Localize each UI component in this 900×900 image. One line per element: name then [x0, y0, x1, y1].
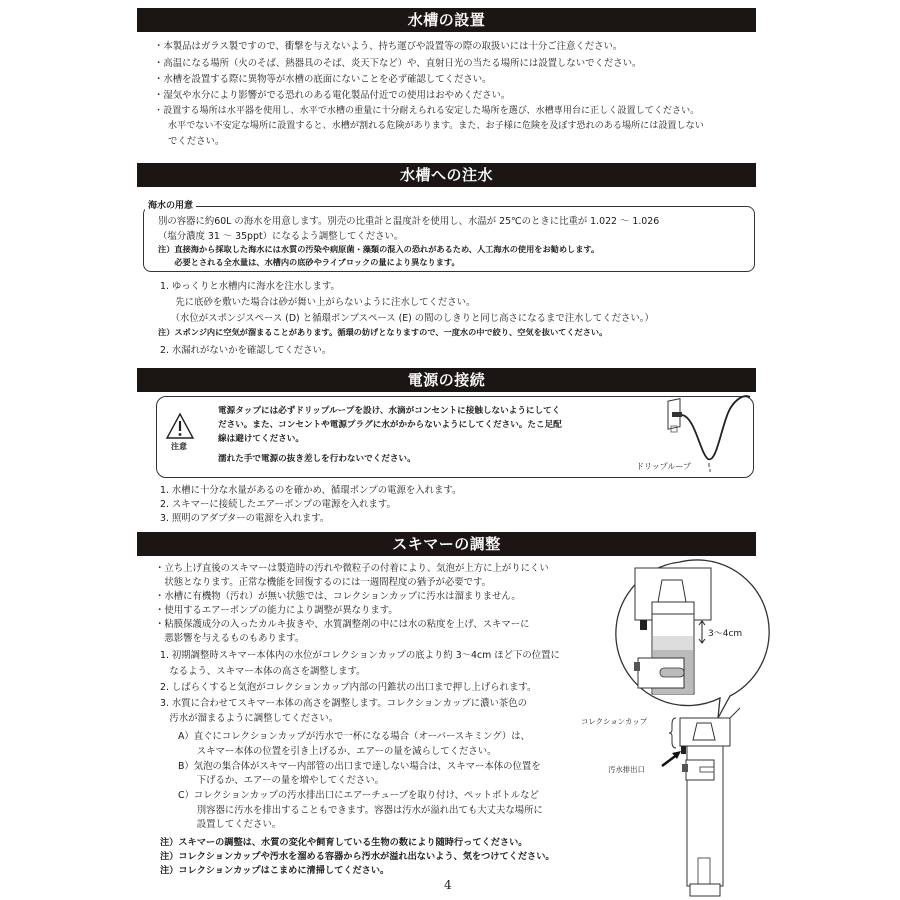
skimmer-bullet-3: ・使用するエアーポンプの能力により調整が異なります。	[155, 605, 398, 616]
filling-step-2: 2. 水漏れがないかを確認してください。	[160, 345, 332, 356]
caution-wet-hands: 濡れた手で電源の抜き差しを行わないでください。	[218, 454, 416, 464]
power-step-3: 3. 照明のアダプターの電源を入れます。	[160, 513, 330, 524]
installation-bullet-5-cont: 水平でない不安定な場所に設置すると、水槽が割れる危険があります。また、お子様に危険を及ぼす恐れのある場所には設置しない	[168, 121, 704, 131]
seawater-note-1: 注）直接海から採取した海水には水質の汚染や病原菌・藻類の混入の恐れがあるため、人工海水の使用をお勧めします。	[158, 244, 600, 254]
seawater-prep-legend: 海水の用意	[145, 200, 196, 212]
skimmer-note-3: 注）コレクションカップはこまめに清掃してください。	[160, 865, 390, 876]
installation-bullet-1: ・本製品はガラス製ですので、衝撃を与えないよう、持ち運びや設置等の際の取扱いには十分ご注意ください。	[154, 41, 623, 52]
skimmer-step-1-cont: なるよう、スキマー本体の高さを調整します。	[160, 666, 366, 677]
skimmer-step-2: 2. しばらくすると気泡がコレクションカップ内部の円錐状の出口まで押し上げられます。	[160, 682, 537, 693]
skimmer-substep-c: C）コレクションカップの汚水排出口にエアーチューブを取り付け、ペットボトルなど	[178, 790, 539, 801]
power-step-2: 2. スキマーに接続したエアーポンプの電源を入れます。	[160, 499, 396, 510]
seawater-line-2: （塩分濃度 31 ～ 35ppt）になるよう調整してください。	[158, 231, 404, 242]
filling-step-1-note: （水位がスポンジスペース (D) と循環ポンプスペース (E) の間のしきりと同じ高さになるまで注水してください。）	[166, 313, 654, 324]
skimmer-bullet-1: ・立ち上げ直後のスキマーは製造時の汚れや微粒子の付着により、気泡が上方に上がりにくい	[155, 563, 549, 574]
skimmer-step-3-cont: 汚水が溜まるように調整してください。	[160, 713, 339, 724]
caution-icon-label: 注意	[171, 442, 187, 451]
installation-bullet-2: ・高温になる場所（火のそば、熱器具のそば、炎天下など）や、直射日光の当たる場所には設置しないでください。	[154, 58, 642, 69]
skimmer-step-1: 1. 初期調整時スキマー本体内の水位がコレクションカップの底より約 3～4cm ほど下の位置に	[160, 650, 560, 661]
skimmer-substep-a: A）直ぐにコレクションカップが汚水で一杯になる場合（オーバースキミング）は、	[178, 731, 530, 742]
skimmer-substep-b-cont: 下げるか、エアーの量を増やしてください。	[178, 775, 384, 786]
section-header-skimmer: スキマーの調整	[137, 532, 756, 556]
page-number: 4	[444, 878, 452, 892]
skimmer-substep-a-cont: スキマー本体の位置を引き上げるか、エアーの量を減らしてください。	[178, 746, 497, 757]
filling-step-1-detail: 先に底砂を敷いた場合は砂が舞い上がらないように注水してください。	[166, 297, 476, 308]
installation-bullet-5-end: でください。	[168, 136, 225, 147]
section-header-filling: 水槽への注水	[137, 163, 756, 187]
waste-outlet-label: 汚水排出口	[608, 765, 645, 774]
caution-line-3: 線は避けてください。	[218, 434, 304, 444]
skimmer-note-1: 注）スキマーの調整は、水質の変化や飼育している生物の数により随時行ってください。	[160, 837, 528, 848]
filling-step-1: 1. ゆっくりと水槽内に海水を注水します。	[160, 281, 340, 292]
seawater-note-2: 必要とされる全水量は、水槽内の底砂やライブロックの量により異なります。	[158, 257, 460, 267]
installation-bullet-4: ・湿気や水分により影響がでる恐れのある電化製品付近での使用はおやめください。	[154, 90, 511, 101]
seawater-line-1: 別の容器に約60L の海水を用意します。別売の比重計と温度計を使用し、水温が 25℃のときに比重が 1.022 ～ 1.026	[158, 216, 660, 227]
collection-cup-label: コレクションカップ	[581, 717, 648, 726]
skimmer-substep-b: B）気泡の集合体がスキマー内部管の出口まで達しない場合は、スキマー本体の位置を	[178, 761, 541, 772]
skimmer-note-2: 注）コレクションカップや汚水を溜める容器から汚水が溢れ出ないよう、気をつけてください。	[160, 851, 555, 862]
skimmer-step-3: 3. 水質に合わせてスキマー本体の高さを調整します。コレクションカップに濃い茶色の	[160, 698, 527, 709]
section-header-installation: 水槽の設置	[137, 8, 756, 32]
filling-sponge-note: 注）スポンジ内に空気が溜まることがあります。循環の妨げとなりますので、一度水の中で絞り、空気を抜いてください。	[158, 327, 608, 337]
warning-triangle-icon	[165, 412, 195, 440]
caution-line-1: 電源タップには必ずドリップループを設け、水滴がコンセントに接触しないようにしてく	[218, 406, 561, 416]
skimmer-bullet-4-cont: 悪影響を与えるものもあります。	[155, 633, 305, 644]
installation-bullet-5: ・設置する場所は水平器を使用し、水平で水槽の重量に十分耐えられる安定した場所を選び、水槽専用台に正しく設置してください。	[154, 106, 700, 116]
skimmer-substep-c-end: 設置してください。	[178, 819, 282, 830]
skimmer-measure-label: 3～4cm	[708, 629, 743, 639]
skimmer-substep-c-cont: 別容器に汚水を排出することもできます。容器は汚水が溢れ出ても大丈夫な場所に	[178, 805, 543, 816]
skimmer-bullet-4: ・粘膜保護成分の入ったカルキ抜きや、水質調整剤の中には水の粘度を上げ、スキマーに	[155, 619, 530, 630]
drip-loop-label: ドリップループ	[636, 462, 691, 471]
skimmer-bullet-2: ・水槽に有機物（汚れ）が無い状態では、コレクションカップに汚水は溜まりません。	[155, 591, 521, 602]
caution-line-2: ださい。また、コンセントや電源プラグに水がかからないようにしてください。たこ足配	[218, 420, 562, 430]
skimmer-bullet-1-cont: 状態となります。正常な機能を回復するのには一週間程度の猶予が必要です。	[155, 577, 492, 588]
installation-bullet-3: ・水槽を設置する際に異物等が水槽の底面にないことを必ず確認してください。	[154, 74, 492, 85]
power-step-1: 1. 水槽に十分な水量があるのを確かめ、循環ポンプの電源を入れます。	[160, 485, 462, 496]
section-header-power: 電源の接続	[137, 368, 756, 392]
